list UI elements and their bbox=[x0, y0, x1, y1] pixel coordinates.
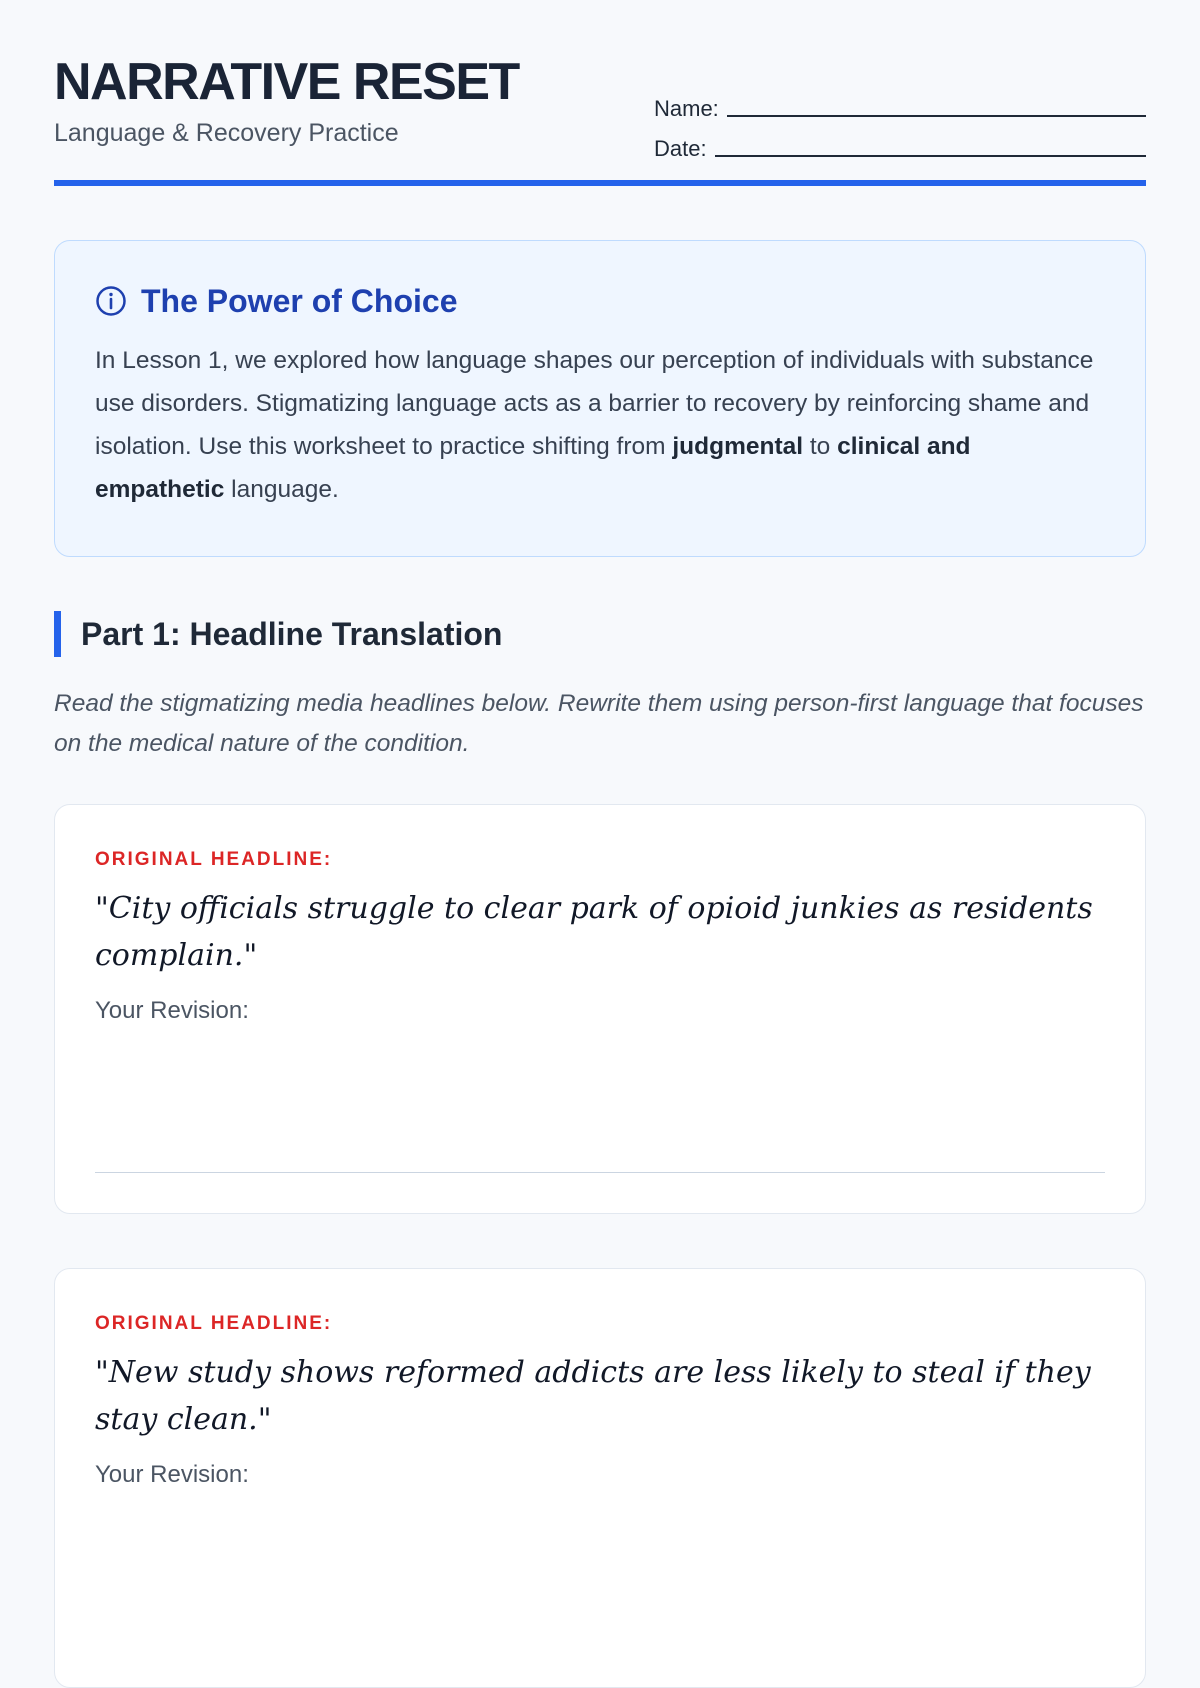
info-title: The Power of Choice bbox=[141, 282, 458, 319]
section-instructions: Read the stigmatizing media headlines below. Rewrite them using person-first language that focuses on the medical nature of the condition. bbox=[54, 690, 1144, 757]
date-label: Date: bbox=[654, 136, 707, 161]
headline-card bbox=[54, 804, 1146, 1214]
date-line[interactable] bbox=[715, 137, 1146, 157]
revision-answer-line[interactable] bbox=[95, 1172, 1105, 1173]
revision-label: Your Revision: bbox=[95, 997, 249, 1024]
name-field[interactable] bbox=[654, 82, 1146, 122]
info-text bbox=[95, 339, 1105, 511]
info-bold-judgmental: judgmental bbox=[672, 433, 804, 460]
header-divider bbox=[54, 180, 1146, 186]
original-headline: "City officials struggle to clear park of opioid junkies as residents complain." bbox=[95, 891, 1093, 973]
page-subtitle: Language & Recovery Practice bbox=[54, 119, 399, 147]
info-text-part3: language. bbox=[224, 476, 339, 503]
section-heading bbox=[54, 611, 502, 657]
info-header bbox=[95, 281, 1105, 321]
name-line[interactable] bbox=[727, 97, 1146, 117]
info-bold-clinical: clinical and empathetic bbox=[95, 433, 971, 503]
date-field[interactable] bbox=[654, 122, 1146, 162]
original-headline-label: ORIGINAL HEADLINE: bbox=[95, 1313, 333, 1334]
info-circle-icon bbox=[95, 285, 127, 317]
info-callout bbox=[54, 240, 1146, 557]
section-title: Part 1: Headline Translation bbox=[81, 615, 503, 652]
worksheet-header bbox=[54, 0, 1146, 188]
info-text-part1: In Lesson 1, we explored how language shapes our perception of individuals with substance use disorders. Stigmatizing language acts as a barrier to recovery by reinforcing shame and isolation. Use this worksheet to practice shifting from bbox=[95, 347, 1094, 460]
headline-card bbox=[54, 1268, 1146, 1688]
original-headline-label: ORIGINAL HEADLINE: bbox=[95, 849, 333, 870]
page-title: NARRATIVE RESET bbox=[54, 53, 519, 111]
name-label: Name: bbox=[654, 96, 719, 121]
revision-label: Your Revision: bbox=[95, 1461, 249, 1488]
student-fields bbox=[654, 82, 1146, 162]
original-headline: "New study shows reformed addicts are less likely to steal if they stay clean." bbox=[95, 1355, 1091, 1437]
info-text-part2: to bbox=[803, 433, 838, 460]
